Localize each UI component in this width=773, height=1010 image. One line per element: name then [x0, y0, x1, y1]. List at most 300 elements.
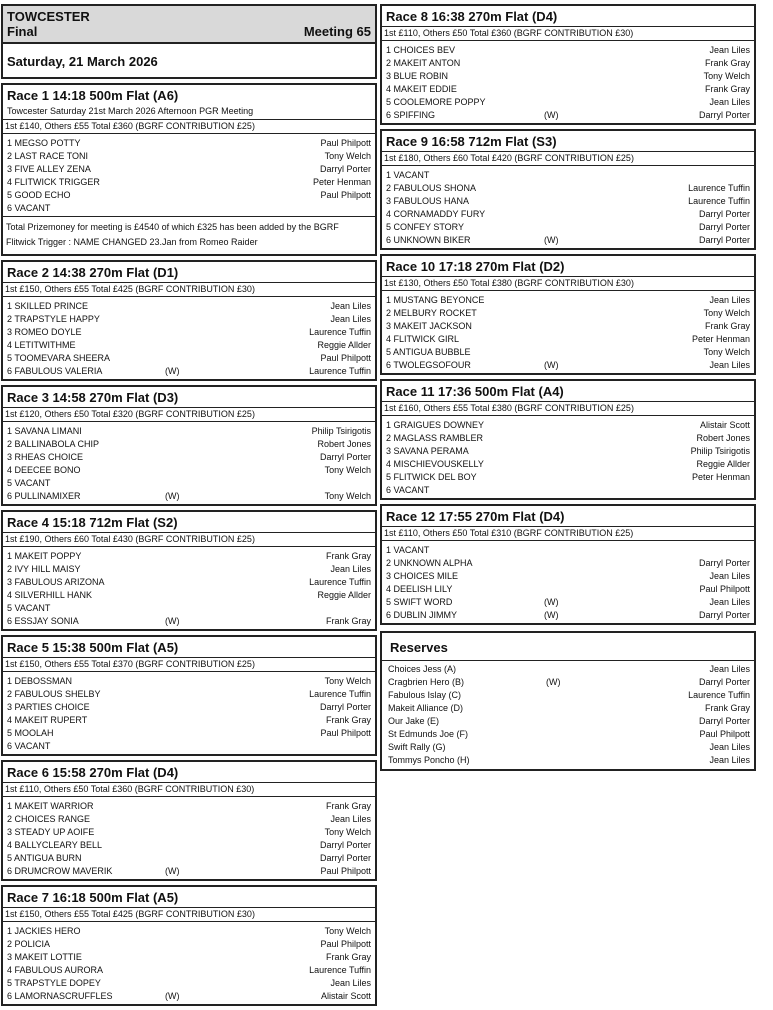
runner-withdrawn-flag — [165, 300, 205, 313]
runner-trainer: Peter Henman — [691, 472, 750, 482]
runner-row — [386, 346, 750, 359]
runner-row — [386, 182, 750, 195]
runner-withdrawn-flag — [544, 208, 584, 221]
runner-withdrawn-flag: (W) — [544, 235, 559, 245]
race-prize-line: 1st £190, Others £60 Total £430 (BGRF CONTRIBUTION £25) — [3, 532, 375, 547]
runner-trainer: Philip Tsirigotis — [311, 426, 371, 436]
runner-trainer: Paul Philpott — [320, 866, 371, 876]
runner-withdrawn-flag — [546, 754, 586, 767]
runner-dog-name: 5 ANTIGUA BURN — [7, 853, 82, 863]
runner-dog-name: 3 ROMEO DOYLE — [7, 327, 82, 337]
runner-dog-name: 4 DEELISH LILY — [386, 584, 453, 594]
runner-withdrawn-flag — [165, 477, 205, 490]
runner-row — [7, 563, 371, 576]
race-title: Race 5 15:38 500m Flat (A5) — [7, 640, 179, 655]
runner-withdrawn-flag — [544, 44, 584, 57]
meeting-number: Meeting 65 — [303, 24, 371, 39]
runner-withdrawn-flag — [546, 715, 586, 728]
runner-row — [386, 234, 750, 247]
runner-withdrawn-flag: (W) — [544, 360, 559, 370]
runner-trainer — [205, 740, 371, 753]
runner-dog-name: 1 DEBOSSMAN — [7, 676, 73, 686]
runner-withdrawn-flag — [165, 800, 205, 813]
runner-withdrawn-flag — [544, 484, 584, 497]
runner-dog-name: 4 MAKEIT EDDIE — [386, 84, 457, 94]
runner-dog-name: 4 MISCHIEVOUSKELLY — [386, 459, 484, 469]
race-title: Race 8 16:38 270m Flat (D4) — [386, 9, 558, 24]
runner-dog-name: 5 CONFEY STORY — [386, 222, 465, 232]
meeting-date: Saturday, 21 March 2026 — [7, 54, 158, 69]
runner-trainer: Jean Liles — [709, 755, 750, 765]
runner-row — [7, 576, 371, 589]
runner-row — [388, 702, 750, 715]
runner-withdrawn-flag — [165, 688, 205, 701]
race-card — [1, 510, 377, 631]
runner-list — [3, 134, 375, 216]
runner-row — [386, 96, 750, 109]
runner-dog-name: 1 SAVANA LIMANI — [7, 426, 82, 436]
runner-withdrawn-flag — [544, 221, 584, 234]
runner-row — [7, 313, 371, 326]
runner-trainer: Jean Liles — [330, 301, 371, 311]
runner-withdrawn-flag — [165, 202, 205, 215]
runner-dog-name: Choices Jess (A) — [388, 664, 457, 674]
runner-dog-name: Swift Rally (G) — [388, 742, 446, 752]
runner-dog-name: 1 JACKIES HERO — [7, 926, 81, 936]
runner-withdrawn-flag — [165, 137, 205, 150]
runner-withdrawn-flag: (W) — [544, 597, 559, 607]
runner-dog-name: 3 FABULOUS ARIZONA — [7, 577, 105, 587]
runner-row — [7, 137, 371, 150]
runner-withdrawn-flag — [544, 57, 584, 70]
runner-withdrawn-flag — [165, 826, 205, 839]
runner-dog-name: 1 VACANT — [386, 545, 430, 555]
runner-trainer: Darryl Porter — [319, 452, 371, 462]
runner-trainer — [584, 169, 750, 182]
runner-trainer: Laurence Tuffin — [309, 689, 371, 699]
runner-trainer: Jean Liles — [709, 664, 750, 674]
runner-trainer: Reggie Allder — [696, 459, 750, 469]
runner-trainer — [584, 544, 750, 557]
runner-trainer: Tony Welch — [324, 926, 371, 936]
runner-dog-name: 2 IVY HILL MAISY — [7, 564, 81, 574]
runner-withdrawn-flag — [546, 741, 586, 754]
runner-list — [382, 541, 754, 623]
runner-row — [386, 44, 750, 57]
runner-row — [386, 458, 750, 471]
race-prize-line: 1st £120, Others £50 Total £320 (BGRF CONTRIBUTION £25) — [3, 407, 375, 422]
runner-row — [386, 544, 750, 557]
runner-row — [7, 451, 371, 464]
runner-withdrawn-flag — [544, 333, 584, 346]
runner-trainer: Jean Liles — [709, 97, 750, 107]
race-prize-line: 1st £160, Others £55 Total £380 (BGRF CONTRIBUTION £25) — [382, 401, 754, 416]
runner-dog-name: 1 GRAIGUES DOWNEY — [386, 420, 485, 430]
runner-dog-name: 2 LAST RACE TONI — [7, 151, 89, 161]
race-card — [380, 504, 756, 625]
runner-dog-name: 1 MUSTANG BEYONCE — [386, 295, 485, 305]
runner-dog-name: 4 CORNAMADDY FURY — [386, 209, 486, 219]
runner-list — [382, 41, 754, 123]
race-title: Race 10 17:18 270m Flat (D2) — [386, 259, 565, 274]
left-column — [1, 4, 377, 1010]
runner-dog-name: 3 FABULOUS HANA — [386, 196, 470, 206]
runner-dog-name: 4 SILVERHILL HANK — [7, 590, 93, 600]
runner-trainer: Tony Welch — [703, 71, 750, 81]
runner-dog-name: 3 FIVE ALLEY ZENA — [7, 164, 91, 174]
runner-dog-name: 2 BALLINABOLA CHIP — [7, 439, 100, 449]
race-card — [380, 4, 756, 125]
runner-row — [7, 339, 371, 352]
runner-trainer: Laurence Tuffin — [309, 965, 371, 975]
runner-dog-name: 5 TRAPSTYLE DOPEY — [7, 978, 101, 988]
runner-withdrawn-flag — [165, 675, 205, 688]
runner-trainer: Tony Welch — [703, 347, 750, 357]
runner-withdrawn-flag — [165, 576, 205, 589]
runner-trainer: Paul Philpott — [699, 729, 750, 739]
runner-dog-name: 2 UNKNOWN ALPHA — [386, 558, 473, 568]
runner-trainer: Darryl Porter — [319, 702, 371, 712]
runner-list — [3, 547, 375, 629]
runner-row — [7, 163, 371, 176]
race-title: Race 11 17:36 500m Flat (A4) — [386, 384, 564, 399]
runner-withdrawn-flag — [544, 169, 584, 182]
runner-dog-name: 6 DRUMCROW MAVERIK — [7, 866, 113, 876]
runner-withdrawn-flag — [546, 728, 586, 741]
runner-trainer: Jean Liles — [330, 314, 371, 324]
runner-trainer: Darryl Porter — [698, 235, 750, 245]
runner-withdrawn-flag: (W) — [546, 677, 561, 687]
runner-list — [3, 922, 375, 1004]
runner-list — [382, 166, 754, 248]
runner-dog-name: 4 BALLYCLEARY BELL — [7, 840, 103, 850]
runner-trainer: Alistair Scott — [320, 991, 371, 1001]
runner-dog-name: 3 MAKEIT LOTTIE — [7, 952, 82, 962]
runner-row — [388, 741, 750, 754]
runner-row — [386, 432, 750, 445]
runner-trainer: Alistair Scott — [699, 420, 750, 430]
race-title: Race 1 14:18 500m Flat (A6) — [7, 88, 179, 103]
reserves-list — [382, 661, 754, 769]
runner-dog-name: 3 PARTIES CHOICE — [7, 702, 90, 712]
runner-row — [7, 675, 371, 688]
runner-row — [388, 689, 750, 702]
race-card — [1, 385, 377, 506]
runner-dog-name: 5 SWIFT WORD — [386, 597, 453, 607]
runner-row — [7, 189, 371, 202]
runner-row — [386, 484, 750, 497]
race-title: Race 7 16:18 500m Flat (A5) — [7, 890, 179, 905]
runner-trainer: Peter Henman — [691, 334, 750, 344]
runner-withdrawn-flag — [546, 663, 586, 676]
runner-withdrawn-flag — [544, 432, 584, 445]
runner-withdrawn-flag — [165, 589, 205, 602]
runner-trainer — [205, 202, 371, 215]
runner-withdrawn-flag — [165, 163, 205, 176]
runner-trainer: Jean Liles — [330, 978, 371, 988]
runner-withdrawn-flag — [544, 458, 584, 471]
runner-withdrawn-flag: (W) — [544, 110, 559, 120]
runner-trainer: Frank Gray — [325, 952, 371, 962]
runner-withdrawn-flag — [165, 425, 205, 438]
runner-trainer: Tony Welch — [324, 491, 371, 501]
runner-withdrawn-flag: (W) — [165, 366, 180, 376]
runner-withdrawn-flag — [165, 727, 205, 740]
right-column — [380, 4, 756, 775]
race-prize-line: 1st £150, Others £55 Total £425 (BGRF CONTRIBUTION £30) — [3, 282, 375, 297]
runner-row — [7, 477, 371, 490]
runner-dog-name: 2 TRAPSTYLE HAPPY — [7, 314, 100, 324]
runner-row — [388, 663, 750, 676]
runner-row — [7, 839, 371, 852]
runner-dog-name: St Edmunds Joe (F) — [388, 729, 469, 739]
runner-dog-name: 6 FABULOUS VALERIA — [7, 366, 103, 376]
runner-withdrawn-flag — [544, 557, 584, 570]
runner-dog-name: 5 ANTIGUA BUBBLE — [386, 347, 471, 357]
runner-dog-name: 2 MAGLASS RAMBLER — [386, 433, 484, 443]
runner-withdrawn-flag — [165, 938, 205, 951]
runner-trainer: Philip Tsirigotis — [690, 446, 750, 456]
runner-trainer: Darryl Porter — [698, 610, 750, 620]
runner-dog-name: 4 FLITWICK GIRL — [386, 334, 460, 344]
runner-trainer: Paul Philpott — [320, 190, 371, 200]
runner-row — [7, 150, 371, 163]
runner-row — [388, 754, 750, 767]
runner-trainer: Robert Jones — [696, 433, 750, 443]
runner-row — [7, 727, 371, 740]
runner-list — [3, 422, 375, 504]
runner-trainer: Darryl Porter — [698, 222, 750, 232]
runner-withdrawn-flag — [165, 326, 205, 339]
runner-dog-name: Makeit Alliance (D) — [388, 703, 464, 713]
runner-row — [7, 438, 371, 451]
runner-row — [7, 202, 371, 215]
runner-withdrawn-flag: (W) — [165, 991, 180, 1001]
race-title: Race 3 14:58 270m Flat (D3) — [7, 390, 179, 405]
runner-withdrawn-flag — [165, 451, 205, 464]
runner-withdrawn-flag — [165, 189, 205, 202]
race-note: Flitwick Trigger : NAME CHANGED 23.Jan from Romeo Raider — [6, 237, 258, 247]
runner-trainer: Jean Liles — [709, 571, 750, 581]
runner-row — [7, 176, 371, 189]
runner-trainer: Darryl Porter — [698, 677, 750, 687]
runner-trainer: Frank Gray — [704, 703, 750, 713]
runner-dog-name: 1 SKILLED PRINCE — [7, 301, 89, 311]
runner-trainer: Frank Gray — [325, 801, 371, 811]
runner-row — [386, 208, 750, 221]
race-title: Race 2 14:38 270m Flat (D1) — [7, 265, 179, 280]
runner-dog-name: 6 VACANT — [7, 741, 51, 751]
runner-withdrawn-flag — [544, 182, 584, 195]
reserves-card — [380, 631, 756, 771]
runner-row — [386, 307, 750, 320]
runner-row — [386, 83, 750, 96]
runner-withdrawn-flag — [544, 346, 584, 359]
race-notes — [3, 216, 375, 254]
runner-row — [7, 964, 371, 977]
runner-dog-name: 6 VACANT — [7, 203, 51, 213]
runner-dog-name: 6 LAMORNASCRUFFLES — [7, 991, 113, 1001]
runner-trainer: Paul Philpott — [320, 138, 371, 148]
runner-dog-name: 1 CHOICES BEV — [386, 45, 456, 55]
race-prize-line: 1st £140, Others £55 Total £360 (BGRF CONTRIBUTION £25) — [3, 119, 375, 134]
runner-row — [7, 714, 371, 727]
runner-trainer: Jean Liles — [709, 45, 750, 55]
venue-name: TOWCESTER — [7, 9, 90, 24]
race-prize-line: 1st £150, Others £55 Total £370 (BGRF CONTRIBUTION £25) — [3, 657, 375, 672]
runner-trainer: Peter Henman — [312, 177, 371, 187]
runner-dog-name: 5 COOLEMORE POPPY — [386, 97, 486, 107]
runner-trainer: Frank Gray — [704, 321, 750, 331]
runner-row — [7, 300, 371, 313]
runner-trainer: Darryl Porter — [698, 558, 750, 568]
race-prize-line: 1st £110, Others £50 Total £310 (BGRF CONTRIBUTION £25) — [382, 526, 754, 541]
runner-dog-name: 1 VACANT — [386, 170, 430, 180]
runner-row — [7, 813, 371, 826]
runner-withdrawn-flag — [544, 307, 584, 320]
race-title: Race 12 17:55 270m Flat (D4) — [386, 509, 565, 524]
race-card — [380, 379, 756, 500]
race-card — [1, 885, 377, 1006]
runner-row — [7, 352, 371, 365]
runner-row — [386, 596, 750, 609]
runner-row — [386, 70, 750, 83]
runner-withdrawn-flag — [165, 813, 205, 826]
runner-trainer: Paul Philpott — [320, 728, 371, 738]
race-card — [1, 635, 377, 756]
runner-trainer: Tony Welch — [703, 308, 750, 318]
runner-row — [386, 57, 750, 70]
runner-row — [386, 294, 750, 307]
runner-trainer: Darryl Porter — [698, 209, 750, 219]
runner-trainer: Laurence Tuffin — [688, 690, 750, 700]
runner-row — [7, 852, 371, 865]
race-card — [1, 260, 377, 381]
runner-withdrawn-flag — [165, 839, 205, 852]
runner-dog-name: 5 VACANT — [7, 478, 51, 488]
runner-withdrawn-flag — [544, 445, 584, 458]
runner-trainer — [205, 477, 371, 490]
runner-trainer: Frank Gray — [704, 58, 750, 68]
runner-trainer: Laurence Tuffin — [309, 327, 371, 337]
runner-trainer: Jean Liles — [709, 742, 750, 752]
runner-row — [7, 990, 371, 1003]
runner-dog-name: 4 FLITWICK TRIGGER — [7, 177, 100, 187]
runner-withdrawn-flag — [165, 951, 205, 964]
runner-dog-name: 6 DUBLIN JIMMY — [386, 610, 458, 620]
runner-row — [386, 320, 750, 333]
meeting-header — [3, 6, 375, 44]
race-note: Total Prizemoney for meeting is £4540 of which £325 has been added by the BGRF — [6, 222, 339, 232]
race-prize-line: 1st £110, Others £50 Total £360 (BGRF CONTRIBUTION £30) — [382, 26, 754, 41]
runner-dog-name: Tommys Poncho (H) — [388, 755, 470, 765]
runner-dog-name: 2 FABULOUS SHELBY — [7, 689, 101, 699]
runner-trainer: Reggie Allder — [317, 340, 371, 350]
runner-withdrawn-flag — [546, 689, 586, 702]
runner-row — [386, 557, 750, 570]
runner-dog-name: 3 RHEAS CHOICE — [7, 452, 84, 462]
runner-list — [3, 672, 375, 754]
runner-withdrawn-flag — [165, 176, 205, 189]
runner-row — [7, 615, 371, 628]
runner-row — [7, 365, 371, 378]
runner-withdrawn-flag: (W) — [165, 866, 180, 876]
runner-row — [7, 490, 371, 503]
runner-row — [386, 195, 750, 208]
runner-dog-name: 5 FLITWICK DEL BOY — [386, 472, 477, 482]
runner-row — [7, 938, 371, 951]
race-card — [1, 83, 377, 256]
race-card — [1, 760, 377, 881]
runner-dog-name: 5 GOOD ECHO — [7, 190, 71, 200]
runner-dog-name: 3 BLUE ROBIN — [386, 71, 449, 81]
runner-dog-name: 2 CHOICES RANGE — [7, 814, 91, 824]
runner-dog-name: 6 UNKNOWN BIKER — [386, 235, 471, 245]
race-card — [380, 129, 756, 250]
meeting-status: Final — [7, 24, 38, 39]
runner-row — [386, 570, 750, 583]
runner-row — [386, 109, 750, 122]
runner-withdrawn-flag — [544, 195, 584, 208]
runner-dog-name: 3 MAKEIT JACKSON — [386, 321, 472, 331]
race-subtitle: Towcester Saturday 21st March 2026 Afternoon PGR Meeting — [7, 106, 254, 116]
runner-row — [7, 550, 371, 563]
runner-trainer: Jean Liles — [330, 814, 371, 824]
runner-dog-name: 6 SPIFFING — [386, 110, 436, 120]
runner-row — [7, 326, 371, 339]
runner-dog-name: 2 POLICIA — [7, 939, 51, 949]
runner-dog-name: 4 FABULOUS AURORA — [7, 965, 104, 975]
runner-dog-name: 4 DEECEE BONO — [7, 465, 81, 475]
runner-row — [388, 715, 750, 728]
runner-withdrawn-flag — [544, 583, 584, 596]
runner-list — [382, 291, 754, 373]
runner-withdrawn-flag: (W) — [544, 610, 559, 620]
runner-row — [386, 333, 750, 346]
runner-list — [3, 297, 375, 379]
runner-withdrawn-flag — [165, 550, 205, 563]
runner-trainer: Robert Jones — [317, 439, 371, 449]
runner-dog-name: 3 CHOICES MILE — [386, 571, 459, 581]
runner-withdrawn-flag — [544, 70, 584, 83]
runner-list — [382, 416, 754, 498]
runner-withdrawn-flag — [165, 701, 205, 714]
race-prize-line: 1st £150, Others £55 Total £425 (BGRF CONTRIBUTION £30) — [3, 907, 375, 922]
runner-row — [386, 609, 750, 622]
runner-row — [7, 602, 371, 615]
runner-row — [7, 865, 371, 878]
runner-withdrawn-flag — [544, 570, 584, 583]
runner-row — [7, 951, 371, 964]
runner-row — [7, 925, 371, 938]
runner-trainer: Darryl Porter — [319, 164, 371, 174]
race-prize-line: 1st £180, Others £60 Total £420 (BGRF CONTRIBUTION £25) — [382, 151, 754, 166]
runner-withdrawn-flag — [544, 544, 584, 557]
runner-trainer — [205, 602, 371, 615]
runner-row — [388, 676, 750, 689]
runner-trainer — [584, 484, 750, 497]
runner-row — [386, 169, 750, 182]
runner-trainer: Laurence Tuffin — [309, 577, 371, 587]
runner-trainer: Laurence Tuffin — [309, 366, 371, 376]
runner-row — [7, 701, 371, 714]
runner-row — [7, 800, 371, 813]
runner-row — [386, 445, 750, 458]
runner-dog-name: 2 FABULOUS SHONA — [386, 183, 477, 193]
runner-row — [7, 425, 371, 438]
runner-dog-name: Cragbrien Hero (B) — [388, 677, 465, 687]
runner-dog-name: 5 TOOMEVARA SHEERA — [7, 353, 111, 363]
